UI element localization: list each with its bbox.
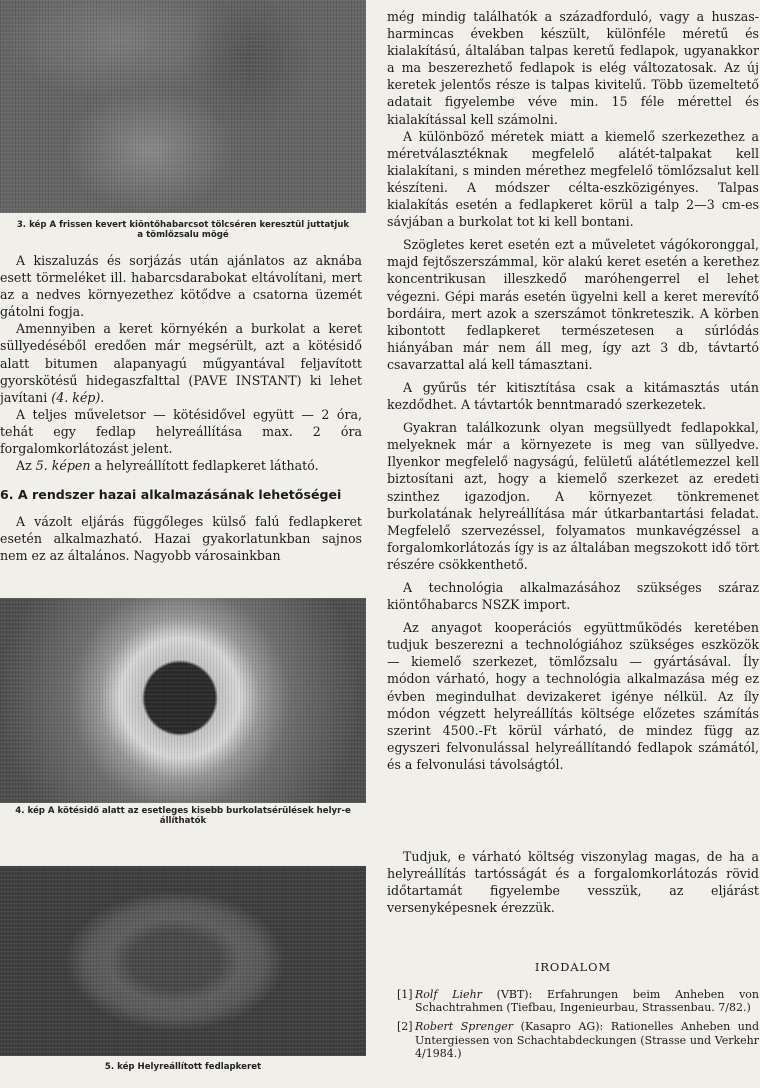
paragraph: Szögletes keret esetén ezt a műveletet vágókoronggal, majd fejtőszerszámmal, kör alakú keret esetén a kerethez koncentrikusan illeszkedő maróhengerrel el lehet végezni. Gépi marás esetén ügyelni kell a keret merevítő bordáira, mert azok a szerszámot tönkreteszik. A körben kibontott fedlapkeret természetesen a súrlódás hiányában már nem áll meg, így azt 3 db, távtartó csavarzattal alá kell támasztani. bbox=[387, 237, 759, 372]
figure-reference: (4. kép) bbox=[51, 389, 101, 405]
paragraph: A vázolt eljárás függőleges külső falú fedlapkeret esetén alkalmazható. Hazai gyakorlatunkban sajnos nem ez az általános. Nagyobb városainkban bbox=[0, 514, 362, 564]
paragraph: Gyakran találkozunk olyan megsüllyedt fedlapokkal, melyeknek már a környezete is meg van süllyedve. Ilyenkor megfelelő nagyságú, felületű alátétlemezzel kell biztosítani azt, hogy a kiemelő szerkezet az eredeti szinthez igazodjon. A környezet tönkremenet burkolatának helyreállítása már útkarbantartási feladat. Megfelelő szervezéssel, folyamatos munkavégzéssel a forgalomkorlátozás így is az általában megszokott idő tört részére csökkenthető. bbox=[387, 420, 759, 572]
left-body-text-2 bbox=[0, 513, 362, 564]
paragraph: A technológia alkalmazásához szükséges száraz kiöntőhabarcs NSZK import. bbox=[387, 580, 759, 613]
paragraph: A teljes műveletsor — kötésidővel együtt — 2 óra, tehát egy fedlap helyreállítása max. 2 óra forgalomkorlátozást jelent. bbox=[0, 406, 362, 457]
section-heading: 6. A rendszer hazai alkalmazásának lehetőségei bbox=[0, 487, 342, 502]
figure-4-caption: 4. kép A kötésidő alatt az esetleges kisebb burkolatsérülések helyr-e állíthatók bbox=[15, 806, 351, 826]
figure-5-caption: 5. kép Helyreállított fedlapkeret bbox=[104, 1062, 262, 1072]
reference-author: Rolf Liehr bbox=[415, 988, 482, 1001]
figure-reference: 5. képen bbox=[35, 458, 91, 474]
paragraph: Tudjuk, e várható költség viszonylag magas, de ha a helyreállítás tartósságát és a forgalomkorlátozás rövid időtartamát figyelembe vesszük, az eljárást versenyképesnek érezzük. bbox=[387, 849, 759, 916]
figure-4-photo bbox=[0, 598, 366, 803]
paragraph: A gyűrűs tér kitisztítása csak a kitámasztás után kezdődhet. A távtartók benntmaradó szerkezetek. bbox=[387, 379, 759, 413]
figure-5-photo bbox=[0, 866, 366, 1056]
paragraph: még mindig találhatók a századforduló, vagy a huszas-harmincas években készült, különféle méretű és kialakítású, általában talpas keretű fedlapok, ugyanakkor a ma beszerezhető fedlapok is elég változatosak. Az új keretek jelentős része is talpas kivitelű. Több üzemeltető adatait figyelembe véve min. 15 féle mérettel és kialakítással kell számolni. bbox=[387, 9, 759, 127]
right-body-text bbox=[387, 8, 759, 773]
paragraph: Amennyiben a keret környékén a burkolat a keret süllyedéséből eredően már megsérült, azt a kötésidő alatt bitumen alapanyagú műgyantával feljavított gyorskötésű hidegaszfalttal (PAVE INSTANT) ki lehet javítani (4. kép). bbox=[0, 321, 362, 405]
closing-text bbox=[387, 848, 759, 916]
left-body-text bbox=[0, 252, 362, 474]
paragraph: A kiszaluzás és sorjázás után ajánlatos az aknába esett törmeléket ill. habarcsdarabokat eltávolítani, mert az a nedves környezethez kötődve a csatorna üzemét gátolni fogja. bbox=[0, 253, 362, 320]
paragraph: Az 5. képen a helyreállított fedlapkeret látható. bbox=[16, 458, 319, 474]
figure-3-photo bbox=[0, 0, 366, 213]
paragraph: Az anyagot kooperációs együttműködés keretében tudjuk beszerezni a technológiához szükséges eszközök — kiemelő szerkezet, tömlőzsalu — gyártásával. Íly módon várható, hogy a technológia alkalmazása még ez évben megindulhat devizakeret igénye nélkül. Az íly módon végzett helyreállítás költsége előzetes számítás szerint 4500.-Ft körül várható, de mindez függ az egyszeri felvonulással helyreállítandó fedlapok számától, és a felvonulási távolságtól. bbox=[387, 620, 759, 772]
references-title: IRODALOM bbox=[534, 960, 612, 974]
references-list bbox=[387, 988, 759, 1066]
reference-author: Robert Sprenger bbox=[415, 1020, 514, 1034]
figure-3-caption: 3. kép A frissen kevert kiöntőhabarcsot tölcséren keresztül juttatjuk a tömlőzsalu mögé bbox=[16, 220, 350, 240]
paragraph: A különböző méretek miatt a kiemelő szerkezethez a méretválasztéknak megfelelő alátét-talpakat kell kialakítani, s minden mérethez megfelelő tömlőzsalut kell készíteni. A módszer célta-eszközigényes. Talpas kialakítás esetén a fedlapkeret körül a talp 2—3 cm-es sávjában a burkolat tot ki kell bontani. bbox=[387, 128, 759, 230]
reference-item: [2] Robert Sprenger (Kasapro AG): Rationelles Anheben und Untergiessen von Schachtabdeckungen (Strasse und Verkehr 4/1984.) bbox=[397, 1020, 760, 1060]
reference-item: [1] Rolf Liehr (VBT): Erfahrungen beim Anheben von Schachtrahmen (Tiefbau, Ingenieurbau, Strassenbau. 7/82.) bbox=[397, 988, 759, 1015]
